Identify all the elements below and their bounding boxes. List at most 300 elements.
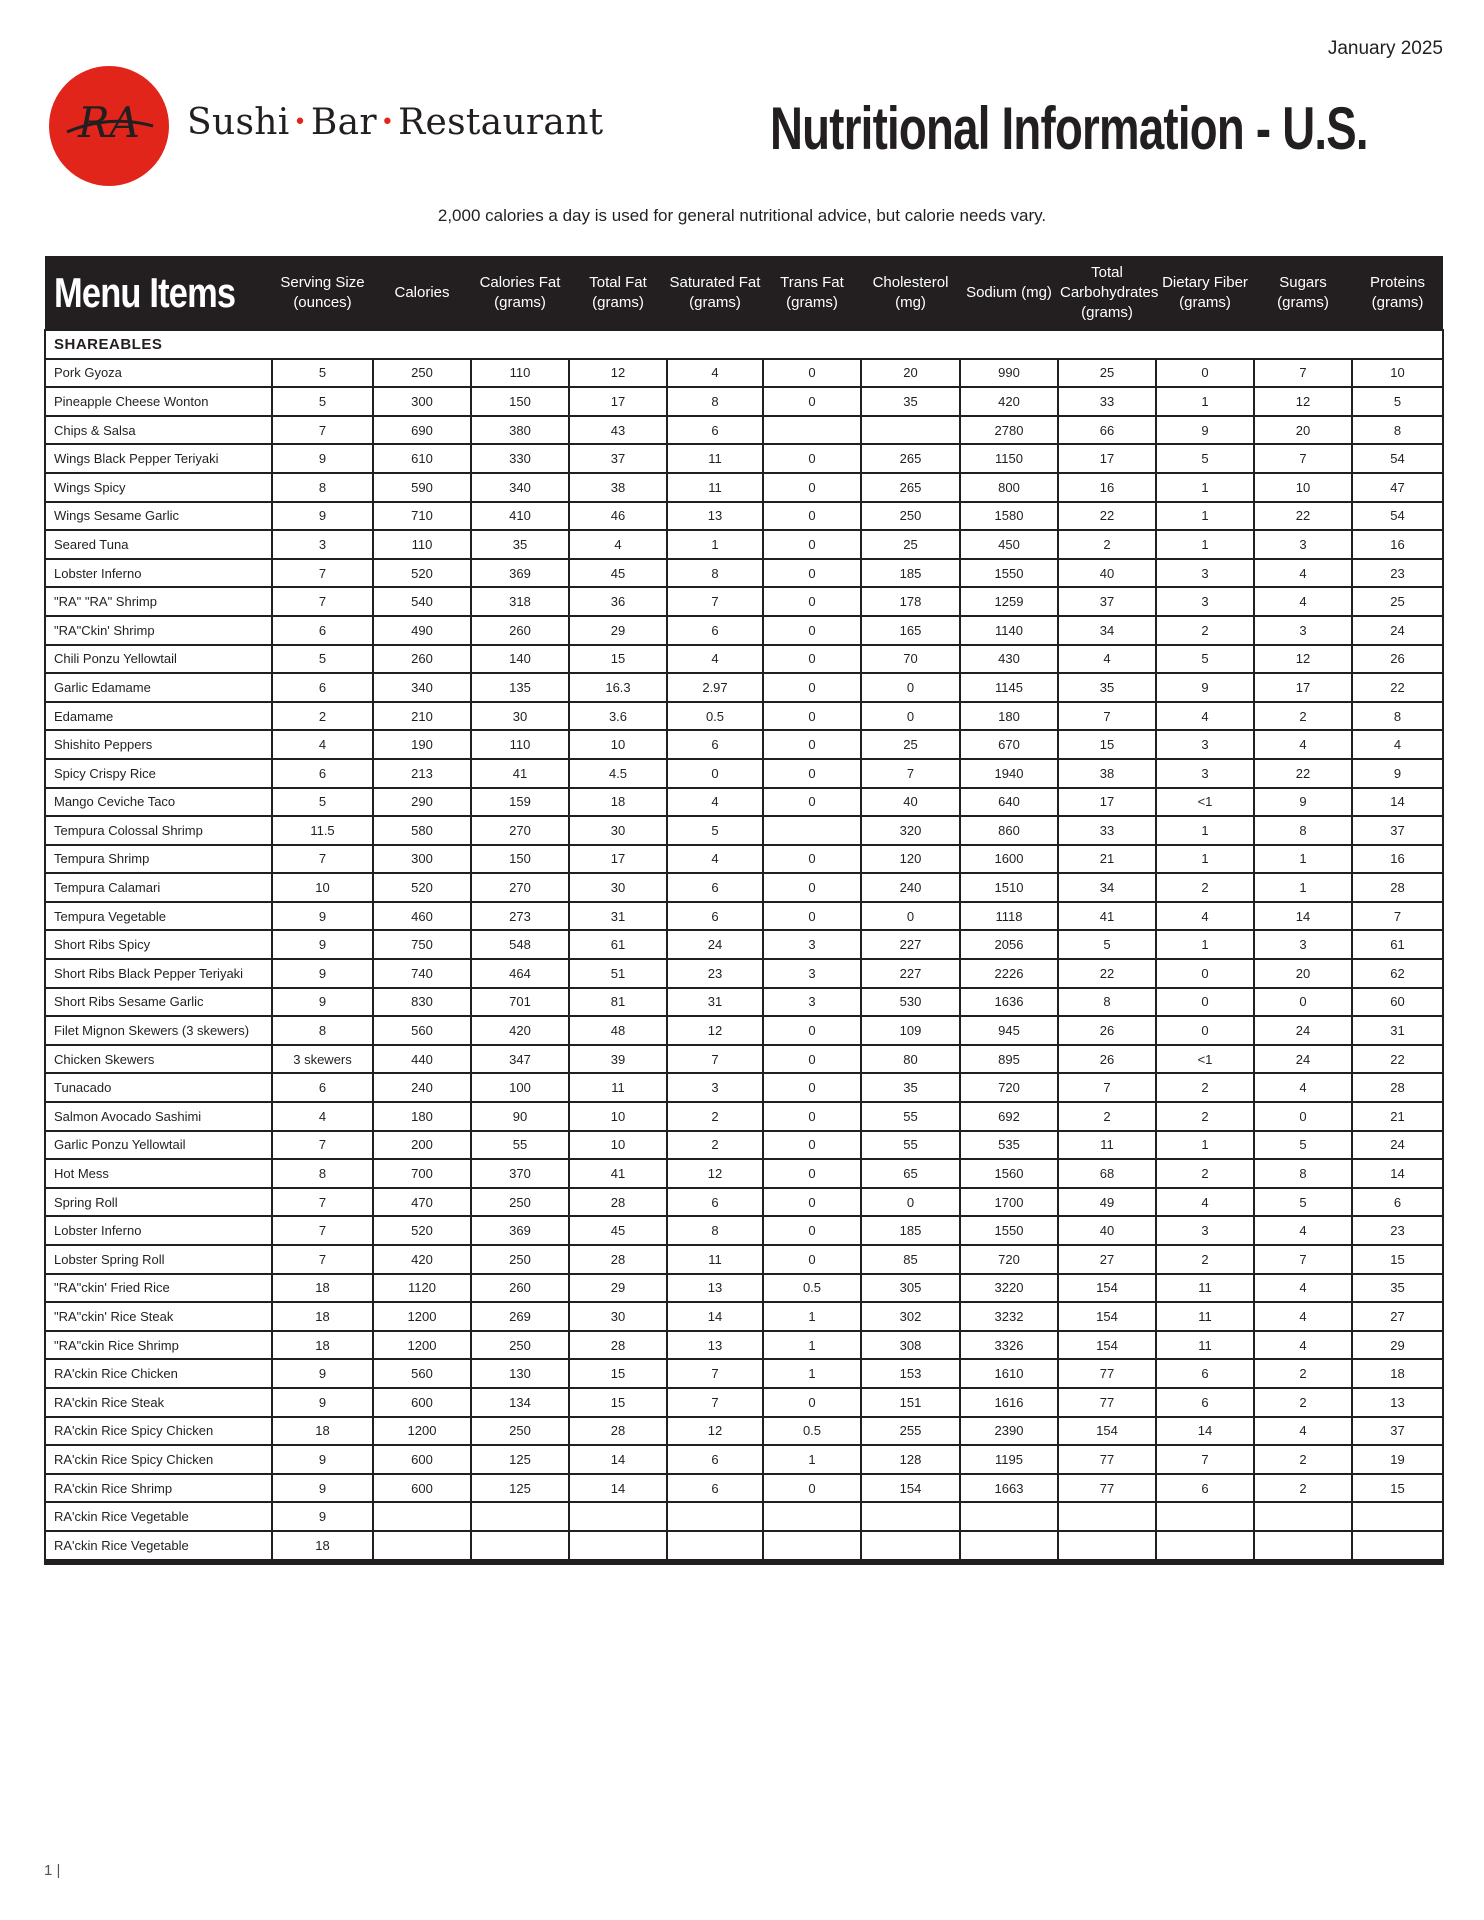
nutrition-value: 1510: [960, 873, 1058, 902]
nutrition-value: 0: [1156, 359, 1254, 388]
nutrition-value: 55: [861, 1102, 960, 1131]
nutrition-value: 273: [471, 902, 569, 931]
nutrition-value: 0: [763, 673, 861, 702]
menu-item-name: Wings Spicy: [45, 473, 272, 502]
nutrition-value: 640: [960, 788, 1058, 817]
nutrition-value: 48: [569, 1016, 667, 1045]
nutrition-value: 3: [763, 930, 861, 959]
nutrition-value: 12: [667, 1016, 763, 1045]
nutrition-value: 6: [272, 616, 373, 645]
nutrition-value: 120: [861, 845, 960, 874]
menu-item-name: Spicy Crispy Rice: [45, 759, 272, 788]
nutrition-value: 6: [1156, 1474, 1254, 1503]
nutrition-value: 22: [1058, 502, 1156, 531]
nutrition-value: <1: [1156, 1045, 1254, 1074]
nutrition-value: 720: [960, 1245, 1058, 1274]
table-row: [45, 1159, 1443, 1188]
nutrition-value: 77: [1058, 1445, 1156, 1474]
nutrition-value: 240: [373, 1073, 471, 1102]
nutrition-value: 16: [1352, 530, 1443, 559]
nutrition-value: 54: [1352, 444, 1443, 473]
nutrition-value: [373, 1531, 471, 1562]
nutrition-value: 700: [373, 1159, 471, 1188]
nutrition-value: 8: [1254, 816, 1352, 845]
nutrition-value: 9: [272, 1359, 373, 1388]
nutrition-value: 36: [569, 587, 667, 616]
nutrition-value: 14: [569, 1445, 667, 1474]
nutrition-value: 20: [1254, 416, 1352, 445]
section-row: [45, 330, 1443, 359]
nutrition-value: 4.5: [569, 759, 667, 788]
nutrition-value: [763, 416, 861, 445]
nutrition-value: 3: [1254, 930, 1352, 959]
nutrition-value: 2: [1156, 873, 1254, 902]
nutrition-value: 30: [569, 873, 667, 902]
nutrition-value: 2: [1156, 616, 1254, 645]
table-row: [45, 673, 1443, 702]
nutrition-value: 4: [667, 788, 763, 817]
nutrition-value: 8: [272, 1016, 373, 1045]
nutrition-value: 800: [960, 473, 1058, 502]
nutrition-value: 7: [1156, 1445, 1254, 1474]
nutrition-value: 7: [272, 559, 373, 588]
nutrition-value: 27: [1058, 1245, 1156, 1274]
nutrition-value: 369: [471, 559, 569, 588]
table-row: [45, 1417, 1443, 1446]
nutrition-value: 5: [272, 788, 373, 817]
table-body: [45, 330, 1443, 1562]
nutrition-value: 0: [861, 702, 960, 731]
nutrition-value: 180: [960, 702, 1058, 731]
nutrition-value: 520: [373, 1216, 471, 1245]
nutrition-value: 25: [1058, 359, 1156, 388]
table-row: [45, 645, 1443, 674]
nutrition-value: 1118: [960, 902, 1058, 931]
nutrition-value: 430: [960, 645, 1058, 674]
table-row: [45, 959, 1443, 988]
nutrition-value: [861, 1531, 960, 1562]
nutrition-value: 8: [272, 473, 373, 502]
nutrition-value: 7: [1352, 902, 1443, 931]
table-row: [45, 444, 1443, 473]
nutrition-value: 1200: [373, 1331, 471, 1360]
nutrition-value: 130: [471, 1359, 569, 1388]
nutrition-value: 9: [272, 930, 373, 959]
nutrition-value: 10: [569, 1131, 667, 1160]
nutrition-value: 0: [861, 673, 960, 702]
nutrition-value: [861, 416, 960, 445]
nutrition-value: 7: [272, 1216, 373, 1245]
nutrition-value: 2: [1254, 1359, 1352, 1388]
nutrition-value: 30: [569, 816, 667, 845]
nutrition-value: 37: [569, 444, 667, 473]
nutrition-value: 290: [373, 788, 471, 817]
nutrition-value: 4: [667, 359, 763, 388]
nutrition-value: 1560: [960, 1159, 1058, 1188]
nutrition-value: 25: [861, 530, 960, 559]
nutrition-value: 4: [1156, 702, 1254, 731]
nutrition-value: 125: [471, 1445, 569, 1474]
nutrition-value: 1580: [960, 502, 1058, 531]
table-row: [45, 1302, 1443, 1331]
table-row: [45, 416, 1443, 445]
nutrition-value: 41: [1058, 902, 1156, 931]
table-row: [45, 730, 1443, 759]
nutrition-value: 4: [1352, 730, 1443, 759]
nutrition-value: [1156, 1531, 1254, 1562]
nutrition-value: 0: [1156, 1016, 1254, 1045]
nutrition-value: 5: [1254, 1131, 1352, 1160]
menu-item-name: Tempura Calamari: [45, 873, 272, 902]
nutrition-value: 470: [373, 1188, 471, 1217]
table-row: [45, 1188, 1443, 1217]
nutrition-value: 0: [763, 616, 861, 645]
nutrition-value: 154: [1058, 1331, 1156, 1360]
nutrition-value: 4: [1156, 1188, 1254, 1217]
nutrition-value: 23: [1352, 1216, 1443, 1245]
nutrition-value: 1610: [960, 1359, 1058, 1388]
table-row: [45, 1073, 1443, 1102]
nutrition-value: 4: [1254, 730, 1352, 759]
nutrition-value: 740: [373, 959, 471, 988]
nutrition-value: 260: [373, 645, 471, 674]
nutrition-value: 7: [1058, 1073, 1156, 1102]
nutrition-value: 300: [373, 845, 471, 874]
nutrition-value: 860: [960, 816, 1058, 845]
nutrition-value: 55: [861, 1131, 960, 1160]
nutrition-value: 61: [569, 930, 667, 959]
nutrition-value: 41: [471, 759, 569, 788]
nutrition-value: 7: [667, 1359, 763, 1388]
nutrition-value: [667, 1502, 763, 1531]
nutrition-value: 535: [960, 1131, 1058, 1160]
menu-item-name: RA'ckin Rice Vegetable: [45, 1502, 272, 1531]
nutrition-value: 30: [471, 702, 569, 731]
brand-separator: •: [380, 109, 395, 135]
table-row: [45, 1474, 1443, 1503]
nutrition-value: 2: [1156, 1245, 1254, 1274]
table-row: [45, 1102, 1443, 1131]
nutrition-value: 0: [763, 788, 861, 817]
nutrition-value: 11: [569, 1073, 667, 1102]
nutrition-value: 945: [960, 1016, 1058, 1045]
nutrition-value: 0: [763, 559, 861, 588]
menu-item-name: Chicken Skewers: [45, 1045, 272, 1074]
nutrition-value: 0: [667, 759, 763, 788]
table-row: [45, 1245, 1443, 1274]
nutrition-value: 19: [1352, 1445, 1443, 1474]
nutrition-value: 40: [1058, 559, 1156, 588]
nutrition-value: 29: [569, 616, 667, 645]
nutrition-value: 9: [1156, 416, 1254, 445]
nutrition-value: 520: [373, 559, 471, 588]
nutrition-value: 3: [763, 988, 861, 1017]
nutrition-value: [569, 1502, 667, 1531]
nutrition-value: 100: [471, 1073, 569, 1102]
nutrition-value: 45: [569, 559, 667, 588]
nutrition-value: 2: [1156, 1102, 1254, 1131]
menu-item-name: Chili Ponzu Yellowtail: [45, 645, 272, 674]
nutrition-value: 7: [272, 416, 373, 445]
menu-item-name: Lobster Inferno: [45, 559, 272, 588]
nutrition-value: 40: [861, 788, 960, 817]
nutrition-value: 150: [471, 845, 569, 874]
nutrition-value: 1: [763, 1445, 861, 1474]
table-header-row: [45, 256, 1443, 330]
nutrition-value: 11: [1156, 1302, 1254, 1331]
nutrition-value: 895: [960, 1045, 1058, 1074]
nutrition-value: 151: [861, 1388, 960, 1417]
menu-item-name: Short Ribs Spicy: [45, 930, 272, 959]
nutrition-value: 440: [373, 1045, 471, 1074]
nutrition-value: 4: [1254, 1302, 1352, 1331]
page-title: Nutritional Information - U.S.: [770, 95, 1368, 162]
nutrition-value: 1200: [373, 1417, 471, 1446]
nutrition-value: 1: [1156, 816, 1254, 845]
nutrition-value: 12: [667, 1417, 763, 1446]
nutrition-value: 0: [763, 873, 861, 902]
nutrition-value: 54: [1352, 502, 1443, 531]
nutrition-value: 38: [1058, 759, 1156, 788]
nutrition-value: 40: [1058, 1216, 1156, 1245]
nutrition-value: 4: [1254, 1216, 1352, 1245]
nutrition-value: 380: [471, 416, 569, 445]
nutrition-value: 692: [960, 1102, 1058, 1131]
nutrition-value: 31: [569, 902, 667, 931]
table-row: [45, 616, 1443, 645]
nutrition-value: 0: [763, 530, 861, 559]
nutrition-value: 22: [1058, 959, 1156, 988]
nutrition-value: 28: [569, 1331, 667, 1360]
nutrition-value: 5: [272, 387, 373, 416]
nutrition-value: 154: [1058, 1417, 1156, 1446]
nutrition-value: 20: [861, 359, 960, 388]
nutrition-value: 7: [272, 1188, 373, 1217]
nutrition-value: 2780: [960, 416, 1058, 445]
nutrition-value: 14: [1254, 902, 1352, 931]
column-header: Proteins (grams): [1352, 256, 1443, 330]
nutrition-value: 548: [471, 930, 569, 959]
nutrition-value: 33: [1058, 387, 1156, 416]
nutrition-value: 20: [1254, 959, 1352, 988]
nutrition-value: 15: [569, 1388, 667, 1417]
nutrition-value: 270: [471, 873, 569, 902]
menu-item-name: Tempura Colossal Shrimp: [45, 816, 272, 845]
table-row: [45, 559, 1443, 588]
nutrition-value: 265: [861, 473, 960, 502]
nutrition-value: 250: [471, 1188, 569, 1217]
document-date: January 2025: [1327, 38, 1443, 59]
nutrition-value: 0: [763, 387, 861, 416]
nutrition-value: 25: [861, 730, 960, 759]
nutrition-value: 3326: [960, 1331, 1058, 1360]
nutrition-value: 0: [763, 359, 861, 388]
nutrition-value: 16: [1058, 473, 1156, 502]
nutrition-value: 17: [1254, 673, 1352, 702]
nutrition-value: 1: [1156, 502, 1254, 531]
nutrition-value: 3: [272, 530, 373, 559]
nutrition-value: 46: [569, 502, 667, 531]
table-row: [45, 788, 1443, 817]
menu-item-name: Tempura Vegetable: [45, 902, 272, 931]
menu-item-name: Wings Sesame Garlic: [45, 502, 272, 531]
nutrition-value: 9: [272, 1474, 373, 1503]
nutrition-value: 12: [667, 1159, 763, 1188]
nutrition-value: 4: [1254, 1274, 1352, 1303]
nutrition-value: 0: [763, 1045, 861, 1074]
menu-item-name: RA'ckin Rice Steak: [45, 1388, 272, 1417]
nutrition-value: 4: [1254, 1417, 1352, 1446]
nutrition-value: 6: [667, 616, 763, 645]
nutrition-value: [1254, 1531, 1352, 1562]
nutrition-value: 990: [960, 359, 1058, 388]
nutrition-value: 0: [763, 1188, 861, 1217]
nutrition-value: 6: [272, 1073, 373, 1102]
nutrition-value: 11: [667, 473, 763, 502]
nutrition-value: 227: [861, 959, 960, 988]
nutrition-value: 0: [763, 473, 861, 502]
nutrition-value: 340: [471, 473, 569, 502]
nutrition-value: 125: [471, 1474, 569, 1503]
nutrition-value: 2: [1058, 530, 1156, 559]
nutrition-value: 8: [1352, 702, 1443, 731]
nutrition-value: 9: [1352, 759, 1443, 788]
nutrition-value: 41: [569, 1159, 667, 1188]
nutrition-value: 8: [272, 1159, 373, 1188]
nutrition-value: 1: [763, 1359, 861, 1388]
menu-item-name: Shishito Peppers: [45, 730, 272, 759]
nutrition-value: 250: [471, 1245, 569, 1274]
column-header: Calories: [373, 256, 471, 330]
nutrition-value: 2: [667, 1131, 763, 1160]
table-row: [45, 1502, 1443, 1531]
nutrition-value: 10: [1352, 359, 1443, 388]
nutrition-value: 580: [373, 816, 471, 845]
nutrition-value: [1058, 1502, 1156, 1531]
nutrition-value: 0.5: [763, 1417, 861, 1446]
nutrition-value: [1058, 1531, 1156, 1562]
table-row: [45, 473, 1443, 502]
nutrition-value: 590: [373, 473, 471, 502]
nutrition-value: 7: [667, 1045, 763, 1074]
nutrition-value: 26: [1058, 1045, 1156, 1074]
nutrition-value: 6: [667, 730, 763, 759]
nutrition-value: 9: [272, 988, 373, 1017]
nutrition-value: 18: [272, 1331, 373, 1360]
table-row: [45, 816, 1443, 845]
nutrition-value: 178: [861, 587, 960, 616]
nutrition-value: 154: [861, 1474, 960, 1503]
nutrition-value: 540: [373, 587, 471, 616]
column-header: Total Carbohydrates (grams): [1058, 256, 1156, 330]
page-number: 1 |: [44, 1862, 61, 1879]
nutrition-value: 6: [1156, 1388, 1254, 1417]
nutrition-value: 22: [1352, 1045, 1443, 1074]
nutrition-value: 11: [667, 444, 763, 473]
nutrition-value: 65: [861, 1159, 960, 1188]
nutrition-value: 10: [569, 1102, 667, 1131]
nutrition-value: 0: [763, 702, 861, 731]
nutrition-value: 26: [1058, 1016, 1156, 1045]
menu-item-name: "RA"ckin Rice Shrimp: [45, 1331, 272, 1360]
nutrition-value: 29: [569, 1274, 667, 1303]
nutrition-value: 308: [861, 1331, 960, 1360]
nutrition-value: 300: [373, 387, 471, 416]
nutrition-value: [763, 816, 861, 845]
nutrition-value: [667, 1531, 763, 1562]
table-row: [45, 1274, 1443, 1303]
menu-item-name: Filet Mignon Skewers (3 skewers): [45, 1016, 272, 1045]
nutrition-value: 8: [1254, 1159, 1352, 1188]
nutrition-value: 6: [272, 673, 373, 702]
ra-logo-icon: [49, 66, 169, 186]
nutrition-value: 14: [667, 1302, 763, 1331]
nutrition-value: 7: [1058, 702, 1156, 731]
menu-item-name: Wings Black Pepper Teriyaki: [45, 444, 272, 473]
nutrition-value: 35: [471, 530, 569, 559]
nutrition-value: 0: [763, 645, 861, 674]
table-row: [45, 845, 1443, 874]
nutrition-value: 24: [667, 930, 763, 959]
nutrition-value: 6: [1352, 1188, 1443, 1217]
nutrition-value: 2: [667, 1102, 763, 1131]
nutrition-value: 38: [569, 473, 667, 502]
nutrition-value: 7: [667, 587, 763, 616]
nutrition-value: 0: [861, 902, 960, 931]
nutrition-value: 200: [373, 1131, 471, 1160]
nutrition-value: 6: [667, 1445, 763, 1474]
nutrition-value: 260: [471, 616, 569, 645]
nutrition-value: 4: [1254, 559, 1352, 588]
nutrition-value: 9: [272, 444, 373, 473]
nutrition-value: [960, 1531, 1058, 1562]
nutrition-value: <1: [1156, 788, 1254, 817]
nutrition-value: 6: [667, 1474, 763, 1503]
nutrition-value: 9: [272, 1388, 373, 1417]
brand-word-sushi: Sushi: [187, 102, 290, 143]
nutrition-value: 3: [1254, 530, 1352, 559]
nutrition-value: 28: [569, 1417, 667, 1446]
nutrition-value: 30: [569, 1302, 667, 1331]
nutrition-value: 560: [373, 1016, 471, 1045]
nutrition-value: 0: [763, 902, 861, 931]
nutrition-value: 55: [471, 1131, 569, 1160]
nutrition-value: [1254, 1502, 1352, 1531]
nutrition-value: 1: [1254, 873, 1352, 902]
menu-item-name: Edamame: [45, 702, 272, 731]
nutrition-value: 23: [667, 959, 763, 988]
nutrition-value: 3.6: [569, 702, 667, 731]
brand-word-bar: Bar: [310, 102, 377, 143]
nutrition-value: 0: [763, 759, 861, 788]
menu-item-name: Pineapple Cheese Wonton: [45, 387, 272, 416]
menu-item-name: "RA"ckin' Rice Steak: [45, 1302, 272, 1331]
nutrition-value: 110: [471, 730, 569, 759]
nutrition-value: 17: [1058, 788, 1156, 817]
nutrition-table: [44, 256, 1444, 1565]
nutrition-value: 4: [272, 1102, 373, 1131]
nutrition-value: 11: [1058, 1131, 1156, 1160]
nutrition-value: 12: [1254, 645, 1352, 674]
nutrition-value: 5: [667, 816, 763, 845]
nutrition-value: 2: [1254, 702, 1352, 731]
nutrition-value: 4: [1058, 645, 1156, 674]
nutrition-value: 460: [373, 902, 471, 931]
nutrition-value: 51: [569, 959, 667, 988]
nutrition-value: 34: [1058, 616, 1156, 645]
section-heading: SHAREABLES: [45, 330, 1443, 359]
nutrition-value: 3: [1156, 587, 1254, 616]
